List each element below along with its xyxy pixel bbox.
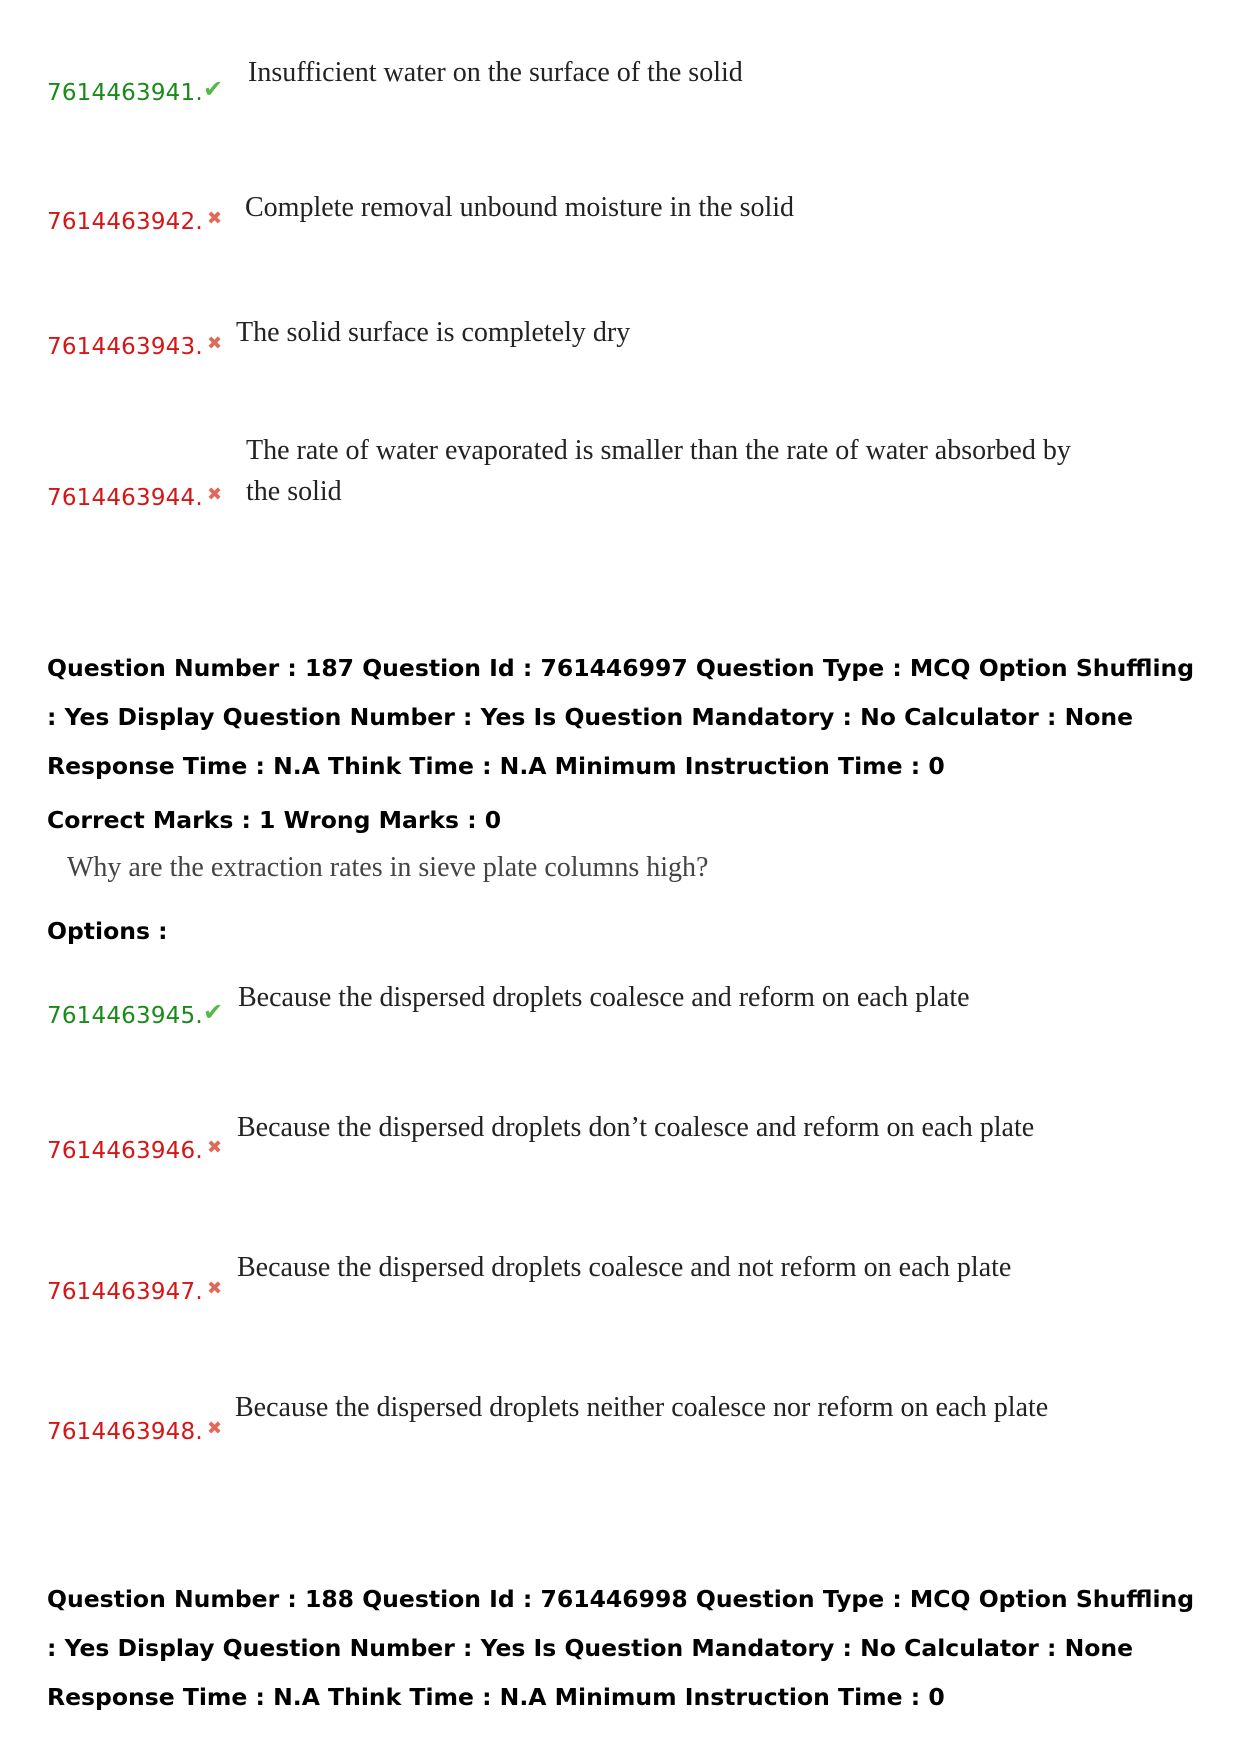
option-id: 7614463942. bbox=[47, 209, 203, 235]
option-id: 7614463943. bbox=[47, 334, 203, 360]
option-text: The solid surface is completely dry bbox=[236, 317, 631, 348]
check-mark-icon: ✔ bbox=[203, 998, 224, 1026]
cross-mark-icon: ✖ bbox=[207, 1418, 223, 1439]
option-text: Because the dispersed droplets neither coalesce nor reform on each plate bbox=[235, 1392, 1049, 1423]
check-mark-icon: ✔ bbox=[203, 75, 224, 103]
option-text: Because the dispersed droplets coalesce and reform on each plate bbox=[238, 982, 970, 1013]
option-id: 7614463948. bbox=[47, 1419, 203, 1445]
cross-mark-icon: ✖ bbox=[207, 1137, 223, 1158]
option-text: Complete removal unbound moisture in the solid bbox=[245, 192, 795, 223]
option-id: 7614463947. bbox=[47, 1279, 203, 1305]
cross-mark-icon: ✖ bbox=[207, 208, 223, 229]
option-id: 7614463944. bbox=[47, 485, 203, 511]
question-marks: Correct Marks : 1 Wrong Marks : 0 bbox=[47, 806, 502, 834]
option-id: 7614463941. bbox=[47, 80, 203, 106]
question-text: Why are the extraction rates in sieve plate columns high? bbox=[67, 852, 709, 883]
question-meta: Question Number : 188 Question Id : 761446998 Question Type : MCQ Option Shuffling : Yes Display Question Number : Yes Is Question Mandatory : No Calculator : None Response Time : N.A Think Time : N.A Minimum Instruction Time : 0 bbox=[47, 1585, 1195, 1711]
option-id: 7614463946. bbox=[47, 1138, 203, 1164]
cross-mark-icon: ✖ bbox=[207, 333, 223, 354]
cross-mark-icon: ✖ bbox=[207, 1278, 223, 1299]
option-id: 7614463945. bbox=[47, 1003, 203, 1029]
option-text: Because the dispersed droplets coalesce and not reform on each plate bbox=[237, 1252, 1012, 1283]
question-meta: Question Number : 187 Question Id : 761446997 Question Type : MCQ Option Shuffling : Yes Display Question Number : Yes Is Question Mandatory : No Calculator : None Response Time : N.A Think Time : N.A Minimum Instruction Time : 0 bbox=[47, 654, 1195, 780]
option-text: Insufficient water on the surface of the solid bbox=[248, 57, 743, 88]
cross-mark-icon: ✖ bbox=[207, 484, 223, 505]
options-label: Options : bbox=[47, 917, 168, 945]
option-text: Because the dispersed droplets don’t coalesce and reform on each plate bbox=[237, 1112, 1035, 1143]
option-text: the solid bbox=[246, 476, 342, 507]
option-text: The rate of water evaporated is smaller than the rate of water absorbed by bbox=[246, 435, 1071, 466]
